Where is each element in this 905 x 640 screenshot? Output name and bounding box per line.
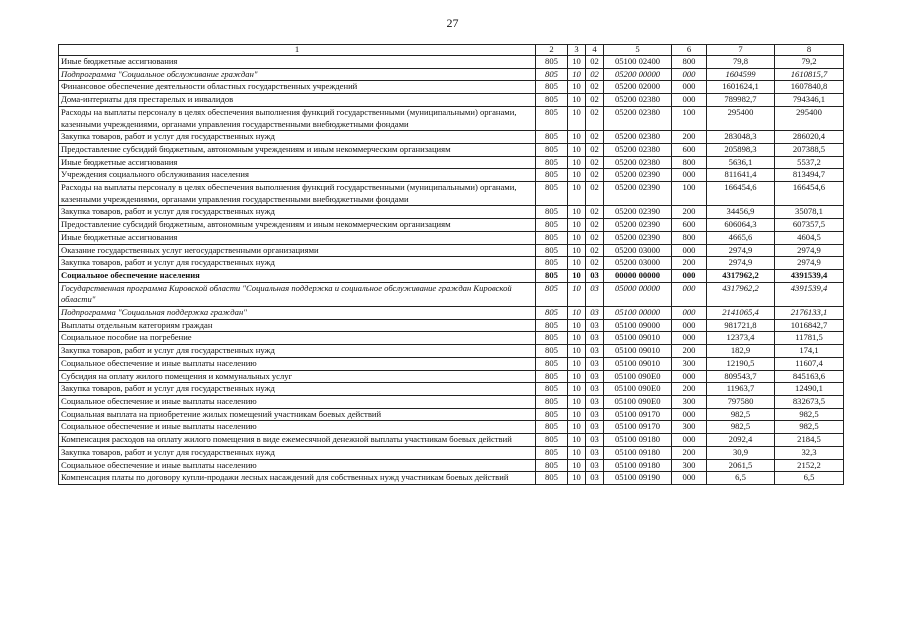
cell-target-article: 05200 02380 xyxy=(604,156,672,169)
cell-amount-year2: 845163,6 xyxy=(775,370,844,383)
cell-name: Социальное пособие на погребение xyxy=(59,332,536,345)
cell-target-article: 05200 00000 xyxy=(604,68,672,81)
cell-code-admin: 805 xyxy=(536,56,568,69)
cell-expense-type: 800 xyxy=(672,56,707,69)
cell-section: 10 xyxy=(568,383,586,396)
cell-amount-year2: 4391539,4 xyxy=(775,282,844,306)
cell-name: Дома-интернаты для престарелых и инвалидов xyxy=(59,94,536,107)
cell-subsection: 03 xyxy=(586,345,604,358)
table-row xyxy=(59,383,844,396)
cell-name: Социальная выплата на приобретение жилых помещений участникам боевых действий xyxy=(59,408,536,421)
cell-name: Расходы на выплаты персоналу в целях обеспечения выполнения функций государственными (муниципальными) органами, казенными учреждениями, органами управления государственными внебюджетными фондами xyxy=(59,106,536,130)
cell-amount-year2: 607357,5 xyxy=(775,219,844,232)
cell-section: 10 xyxy=(568,446,586,459)
table-row xyxy=(59,56,844,69)
cell-section: 10 xyxy=(568,143,586,156)
header-cell: 2 xyxy=(536,45,568,56)
cell-subsection: 03 xyxy=(586,319,604,332)
cell-subsection: 03 xyxy=(586,421,604,434)
cell-expense-type: 100 xyxy=(672,106,707,130)
cell-amount-year1: 1601624,1 xyxy=(707,81,775,94)
cell-subsection: 03 xyxy=(586,472,604,485)
cell-subsection: 03 xyxy=(586,383,604,396)
cell-amount-year1: 5636,1 xyxy=(707,156,775,169)
cell-amount-year1: 11963,7 xyxy=(707,383,775,396)
cell-amount-year2: 813494,7 xyxy=(775,169,844,182)
cell-name: Оказание государственных услуг негосударственными организациями xyxy=(59,244,536,257)
cell-name: Закупка товаров, работ и услуг для государственных нужд xyxy=(59,206,536,219)
table-row xyxy=(59,219,844,232)
cell-expense-type: 200 xyxy=(672,131,707,144)
table-row xyxy=(59,307,844,320)
cell-amount-year1: 606064,3 xyxy=(707,219,775,232)
cell-target-article: 05100 09180 xyxy=(604,459,672,472)
cell-target-article: 05100 09010 xyxy=(604,357,672,370)
cell-subsection: 02 xyxy=(586,206,604,219)
cell-amount-year2: 207388,5 xyxy=(775,143,844,156)
cell-name: Социальное обеспечение населения xyxy=(59,269,536,282)
table-row xyxy=(59,319,844,332)
table-row xyxy=(59,408,844,421)
cell-section: 10 xyxy=(568,319,586,332)
cell-target-article: 05100 09010 xyxy=(604,345,672,358)
cell-amount-year1: 2141065,4 xyxy=(707,307,775,320)
cell-code-admin: 805 xyxy=(536,244,568,257)
cell-amount-year2: 982,5 xyxy=(775,408,844,421)
cell-amount-year2: 2184,5 xyxy=(775,434,844,447)
cell-target-article: 05100 02400 xyxy=(604,56,672,69)
cell-expense-type: 000 xyxy=(672,269,707,282)
cell-code-admin: 805 xyxy=(536,269,568,282)
cell-target-article: 05100 09170 xyxy=(604,421,672,434)
cell-amount-year1: 295400 xyxy=(707,106,775,130)
cell-section: 10 xyxy=(568,68,586,81)
cell-code-admin: 805 xyxy=(536,81,568,94)
table-row xyxy=(59,169,844,182)
cell-section: 10 xyxy=(568,332,586,345)
cell-code-admin: 805 xyxy=(536,68,568,81)
table-body xyxy=(59,56,844,485)
cell-target-article: 05200 02380 xyxy=(604,94,672,107)
cell-expense-type: 000 xyxy=(672,408,707,421)
table-row xyxy=(59,244,844,257)
cell-target-article: 05200 02000 xyxy=(604,81,672,94)
cell-section: 10 xyxy=(568,206,586,219)
cell-subsection: 02 xyxy=(586,81,604,94)
cell-amount-year1: 981721,8 xyxy=(707,319,775,332)
cell-code-admin: 805 xyxy=(536,94,568,107)
cell-code-admin: 805 xyxy=(536,459,568,472)
cell-target-article: 05100 090Е0 xyxy=(604,383,672,396)
cell-code-admin: 805 xyxy=(536,319,568,332)
cell-expense-type: 000 xyxy=(672,307,707,320)
cell-section: 10 xyxy=(568,472,586,485)
cell-amount-year1: 12373,4 xyxy=(707,332,775,345)
cell-subsection: 03 xyxy=(586,395,604,408)
cell-name: Социальное обеспечение и иные выплаты населению xyxy=(59,357,536,370)
cell-expense-type: 000 xyxy=(672,472,707,485)
cell-amount-year1: 811641,4 xyxy=(707,169,775,182)
cell-subsection: 03 xyxy=(586,434,604,447)
cell-amount-year2: 1607840,8 xyxy=(775,81,844,94)
cell-amount-year2: 2176133,1 xyxy=(775,307,844,320)
cell-section: 10 xyxy=(568,370,586,383)
cell-amount-year2: 166454,6 xyxy=(775,182,844,206)
cell-amount-year1: 4665,6 xyxy=(707,231,775,244)
cell-code-admin: 805 xyxy=(536,257,568,270)
cell-subsection: 03 xyxy=(586,282,604,306)
cell-code-admin: 805 xyxy=(536,434,568,447)
cell-section: 10 xyxy=(568,408,586,421)
cell-amount-year2: 6,5 xyxy=(775,472,844,485)
cell-name: Закупка товаров, работ и услуг для государственных нужд xyxy=(59,257,536,270)
cell-amount-year2: 2974,9 xyxy=(775,244,844,257)
cell-amount-year2: 295400 xyxy=(775,106,844,130)
cell-code-admin: 805 xyxy=(536,231,568,244)
cell-expense-type: 000 xyxy=(672,332,707,345)
cell-expense-type: 200 xyxy=(672,345,707,358)
cell-subsection: 02 xyxy=(586,257,604,270)
cell-section: 10 xyxy=(568,257,586,270)
cell-subsection: 02 xyxy=(586,244,604,257)
cell-target-article: 05000 00000 xyxy=(604,282,672,306)
cell-name: Финансовое обеспечение деятельности областных государственных учреждений xyxy=(59,81,536,94)
cell-amount-year2: 982,5 xyxy=(775,421,844,434)
cell-section: 10 xyxy=(568,421,586,434)
cell-expense-type: 000 xyxy=(672,81,707,94)
table-row xyxy=(59,131,844,144)
cell-target-article: 05200 03000 xyxy=(604,257,672,270)
cell-amount-year1: 789982,7 xyxy=(707,94,775,107)
cell-name: Закупка товаров, работ и услуг для государственных нужд xyxy=(59,345,536,358)
cell-section: 10 xyxy=(568,244,586,257)
cell-code-admin: 805 xyxy=(536,472,568,485)
cell-amount-year2: 5537,2 xyxy=(775,156,844,169)
header-cell: 7 xyxy=(707,45,775,56)
cell-section: 10 xyxy=(568,395,586,408)
cell-code-admin: 805 xyxy=(536,370,568,383)
cell-name: Закупка товаров, работ и услуг для государственных нужд xyxy=(59,131,536,144)
cell-expense-type: 000 xyxy=(672,68,707,81)
cell-expense-type: 000 xyxy=(672,244,707,257)
table-row xyxy=(59,421,844,434)
cell-subsection: 03 xyxy=(586,459,604,472)
cell-code-admin: 805 xyxy=(536,219,568,232)
cell-expense-type: 000 xyxy=(672,169,707,182)
cell-subsection: 02 xyxy=(586,156,604,169)
header-cell: 3 xyxy=(568,45,586,56)
cell-section: 10 xyxy=(568,106,586,130)
cell-amount-year2: 1610815,7 xyxy=(775,68,844,81)
cell-section: 10 xyxy=(568,169,586,182)
cell-amount-year1: 79,8 xyxy=(707,56,775,69)
cell-subsection: 02 xyxy=(586,169,604,182)
cell-name: Учреждения социального обслуживания населения xyxy=(59,169,536,182)
cell-name: Компенсация платы по договору купли-продажи лесных насаждений для собственных нужд участникам боевых действий xyxy=(59,472,536,485)
cell-name: Государственная программа Кировской области "Социальная поддержка и социальное обслуживание граждан Кировской области" xyxy=(59,282,536,306)
cell-amount-year1: 2974,9 xyxy=(707,257,775,270)
cell-expense-type: 300 xyxy=(672,395,707,408)
table-row xyxy=(59,206,844,219)
header-cell: 4 xyxy=(586,45,604,56)
cell-amount-year2: 4604,5 xyxy=(775,231,844,244)
cell-amount-year1: 2061,5 xyxy=(707,459,775,472)
cell-section: 10 xyxy=(568,357,586,370)
cell-code-admin: 805 xyxy=(536,143,568,156)
cell-amount-year1: 166454,6 xyxy=(707,182,775,206)
cell-code-admin: 805 xyxy=(536,395,568,408)
cell-target-article: 05200 02390 xyxy=(604,219,672,232)
cell-expense-type: 300 xyxy=(672,459,707,472)
cell-section: 10 xyxy=(568,131,586,144)
table-row xyxy=(59,269,844,282)
table-row xyxy=(59,395,844,408)
cell-expense-type: 600 xyxy=(672,143,707,156)
cell-name: Иные бюджетные ассигнования xyxy=(59,56,536,69)
budget-table xyxy=(58,44,844,485)
cell-target-article: 05100 09170 xyxy=(604,408,672,421)
cell-expense-type: 000 xyxy=(672,370,707,383)
cell-amount-year1: 4317962,2 xyxy=(707,282,775,306)
cell-expense-type: 200 xyxy=(672,257,707,270)
cell-target-article: 05200 02390 xyxy=(604,182,672,206)
cell-amount-year1: 797580 xyxy=(707,395,775,408)
cell-name: Предоставление субсидий бюджетным, автономным учреждениям и иным некоммерческим организациям xyxy=(59,219,536,232)
table-row xyxy=(59,370,844,383)
cell-amount-year1: 2974,9 xyxy=(707,244,775,257)
cell-amount-year2: 2152,2 xyxy=(775,459,844,472)
cell-name: Иные бюджетные ассигнования xyxy=(59,156,536,169)
cell-expense-type: 800 xyxy=(672,231,707,244)
cell-amount-year1: 12190,5 xyxy=(707,357,775,370)
cell-expense-type: 200 xyxy=(672,446,707,459)
cell-subsection: 03 xyxy=(586,446,604,459)
cell-expense-type: 000 xyxy=(672,319,707,332)
cell-name: Выплаты отдельным категориям граждан xyxy=(59,319,536,332)
cell-subsection: 02 xyxy=(586,106,604,130)
cell-code-admin: 805 xyxy=(536,282,568,306)
cell-amount-year1: 283048,3 xyxy=(707,131,775,144)
cell-section: 10 xyxy=(568,56,586,69)
cell-target-article: 05100 09180 xyxy=(604,434,672,447)
cell-subsection: 02 xyxy=(586,182,604,206)
cell-target-article: 05100 09010 xyxy=(604,332,672,345)
cell-name: Подпрограмма "Социальное обслуживание граждан" xyxy=(59,68,536,81)
table-row xyxy=(59,446,844,459)
cell-code-admin: 805 xyxy=(536,106,568,130)
cell-code-admin: 805 xyxy=(536,446,568,459)
cell-section: 10 xyxy=(568,434,586,447)
cell-code-admin: 805 xyxy=(536,156,568,169)
table-row xyxy=(59,81,844,94)
cell-name: Социальное обеспечение и иные выплаты населению xyxy=(59,459,536,472)
cell-code-admin: 805 xyxy=(536,182,568,206)
cell-code-admin: 805 xyxy=(536,345,568,358)
cell-target-article: 00000 00000 xyxy=(604,269,672,282)
cell-amount-year2: 832673,5 xyxy=(775,395,844,408)
cell-section: 10 xyxy=(568,156,586,169)
cell-section: 10 xyxy=(568,345,586,358)
cell-name: Субсидия на оплату жилого помещения и коммунальных услуг xyxy=(59,370,536,383)
table-row xyxy=(59,472,844,485)
cell-section: 10 xyxy=(568,269,586,282)
cell-subsection: 02 xyxy=(586,131,604,144)
cell-subsection: 02 xyxy=(586,56,604,69)
cell-expense-type: 300 xyxy=(672,421,707,434)
table-row xyxy=(59,332,844,345)
cell-amount-year2: 12490,1 xyxy=(775,383,844,396)
cell-name: Социальное обеспечение и иные выплаты населению xyxy=(59,395,536,408)
cell-section: 10 xyxy=(568,94,586,107)
cell-amount-year1: 1604599 xyxy=(707,68,775,81)
cell-subsection: 02 xyxy=(586,231,604,244)
cell-code-admin: 805 xyxy=(536,408,568,421)
cell-target-article: 05200 02380 xyxy=(604,106,672,130)
cell-amount-year2: 1016842,7 xyxy=(775,319,844,332)
cell-code-admin: 805 xyxy=(536,421,568,434)
cell-expense-type: 200 xyxy=(672,383,707,396)
cell-amount-year2: 4391539,4 xyxy=(775,269,844,282)
cell-amount-year2: 32,3 xyxy=(775,446,844,459)
cell-section: 10 xyxy=(568,459,586,472)
cell-section: 10 xyxy=(568,231,586,244)
header-cell: 5 xyxy=(604,45,672,56)
cell-expense-type: 000 xyxy=(672,282,707,306)
cell-amount-year2: 174,1 xyxy=(775,345,844,358)
cell-target-article: 05100 00000 xyxy=(604,307,672,320)
cell-subsection: 03 xyxy=(586,307,604,320)
cell-code-admin: 805 xyxy=(536,383,568,396)
cell-name: Закупка товаров, работ и услуг для государственных нужд xyxy=(59,446,536,459)
cell-subsection: 03 xyxy=(586,332,604,345)
table-row xyxy=(59,231,844,244)
cell-section: 10 xyxy=(568,282,586,306)
cell-amount-year1: 4317962,2 xyxy=(707,269,775,282)
cell-amount-year1: 2092,4 xyxy=(707,434,775,447)
table-row xyxy=(59,345,844,358)
cell-expense-type: 300 xyxy=(672,357,707,370)
table-row xyxy=(59,94,844,107)
table-row xyxy=(59,357,844,370)
cell-expense-type: 800 xyxy=(672,156,707,169)
header-cell: 8 xyxy=(775,45,844,56)
cell-target-article: 05200 02380 xyxy=(604,143,672,156)
cell-code-admin: 805 xyxy=(536,357,568,370)
cell-expense-type: 000 xyxy=(672,434,707,447)
cell-target-article: 05100 090Е0 xyxy=(604,370,672,383)
cell-subsection: 03 xyxy=(586,357,604,370)
cell-target-article: 05100 09000 xyxy=(604,319,672,332)
cell-amount-year1: 6,5 xyxy=(707,472,775,485)
cell-amount-year2: 794346,1 xyxy=(775,94,844,107)
cell-expense-type: 100 xyxy=(672,182,707,206)
cell-amount-year1: 34456,9 xyxy=(707,206,775,219)
cell-code-admin: 805 xyxy=(536,332,568,345)
cell-name: Подпрограмма "Социальная поддержка граждан" xyxy=(59,307,536,320)
cell-name: Предоставление субсидий бюджетным, автономным учреждениям и иным некоммерческим организациям xyxy=(59,143,536,156)
cell-subsection: 02 xyxy=(586,68,604,81)
cell-amount-year1: 182,9 xyxy=(707,345,775,358)
cell-amount-year2: 2974,9 xyxy=(775,257,844,270)
cell-section: 10 xyxy=(568,81,586,94)
cell-section: 10 xyxy=(568,182,586,206)
cell-name: Закупка товаров, работ и услуг для государственных нужд xyxy=(59,383,536,396)
table-row xyxy=(59,257,844,270)
cell-amount-year1: 982,5 xyxy=(707,408,775,421)
cell-amount-year1: 205898,3 xyxy=(707,143,775,156)
page-number: 27 xyxy=(446,16,459,30)
table-row xyxy=(59,143,844,156)
cell-amount-year2: 35078,1 xyxy=(775,206,844,219)
cell-section: 10 xyxy=(568,219,586,232)
cell-amount-year1: 982,5 xyxy=(707,421,775,434)
cell-name: Социальное обеспечение и иные выплаты населению xyxy=(59,421,536,434)
table-row xyxy=(59,182,844,206)
table-row xyxy=(59,156,844,169)
cell-amount-year2: 286020,4 xyxy=(775,131,844,144)
table-row xyxy=(59,434,844,447)
table-row xyxy=(59,459,844,472)
table-row xyxy=(59,106,844,130)
cell-subsection: 02 xyxy=(586,219,604,232)
table-row xyxy=(59,68,844,81)
cell-target-article: 05200 02390 xyxy=(604,231,672,244)
cell-expense-type: 600 xyxy=(672,219,707,232)
header-cell: 1 xyxy=(59,45,536,56)
cell-expense-type: 000 xyxy=(672,94,707,107)
cell-name: Компенсация расходов на оплату жилого помещения в виде ежемесячной денежной выплаты участникам боевых действий xyxy=(59,434,536,447)
cell-subsection: 02 xyxy=(586,94,604,107)
cell-target-article: 05200 02390 xyxy=(604,169,672,182)
cell-amount-year2: 11781,5 xyxy=(775,332,844,345)
cell-code-admin: 805 xyxy=(536,131,568,144)
cell-section: 10 xyxy=(568,307,586,320)
cell-amount-year2: 11607,4 xyxy=(775,357,844,370)
cell-code-admin: 805 xyxy=(536,307,568,320)
cell-code-admin: 805 xyxy=(536,169,568,182)
cell-amount-year1: 30,9 xyxy=(707,446,775,459)
cell-target-article: 05200 02390 xyxy=(604,206,672,219)
cell-amount-year2: 79,2 xyxy=(775,56,844,69)
header-cell: 6 xyxy=(672,45,707,56)
cell-target-article: 05100 09180 xyxy=(604,446,672,459)
cell-target-article: 05200 03000 xyxy=(604,244,672,257)
cell-subsection: 02 xyxy=(586,143,604,156)
cell-expense-type: 200 xyxy=(672,206,707,219)
cell-target-article: 05200 02380 xyxy=(604,131,672,144)
cell-subsection: 03 xyxy=(586,408,604,421)
cell-target-article: 05100 090Е0 xyxy=(604,395,672,408)
table-row xyxy=(59,282,844,306)
table-header-row xyxy=(59,45,844,56)
cell-target-article: 05100 09190 xyxy=(604,472,672,485)
cell-name: Иные бюджетные ассигнования xyxy=(59,231,536,244)
cell-code-admin: 805 xyxy=(536,206,568,219)
cell-name: Расходы на выплаты персоналу в целях обеспечения выполнения функций государственными (муниципальными) органами, казенными учреждениями, органами управления государственными внебюджетными фондами xyxy=(59,182,536,206)
cell-subsection: 03 xyxy=(586,370,604,383)
cell-subsection: 03 xyxy=(586,269,604,282)
cell-amount-year1: 809543,7 xyxy=(707,370,775,383)
